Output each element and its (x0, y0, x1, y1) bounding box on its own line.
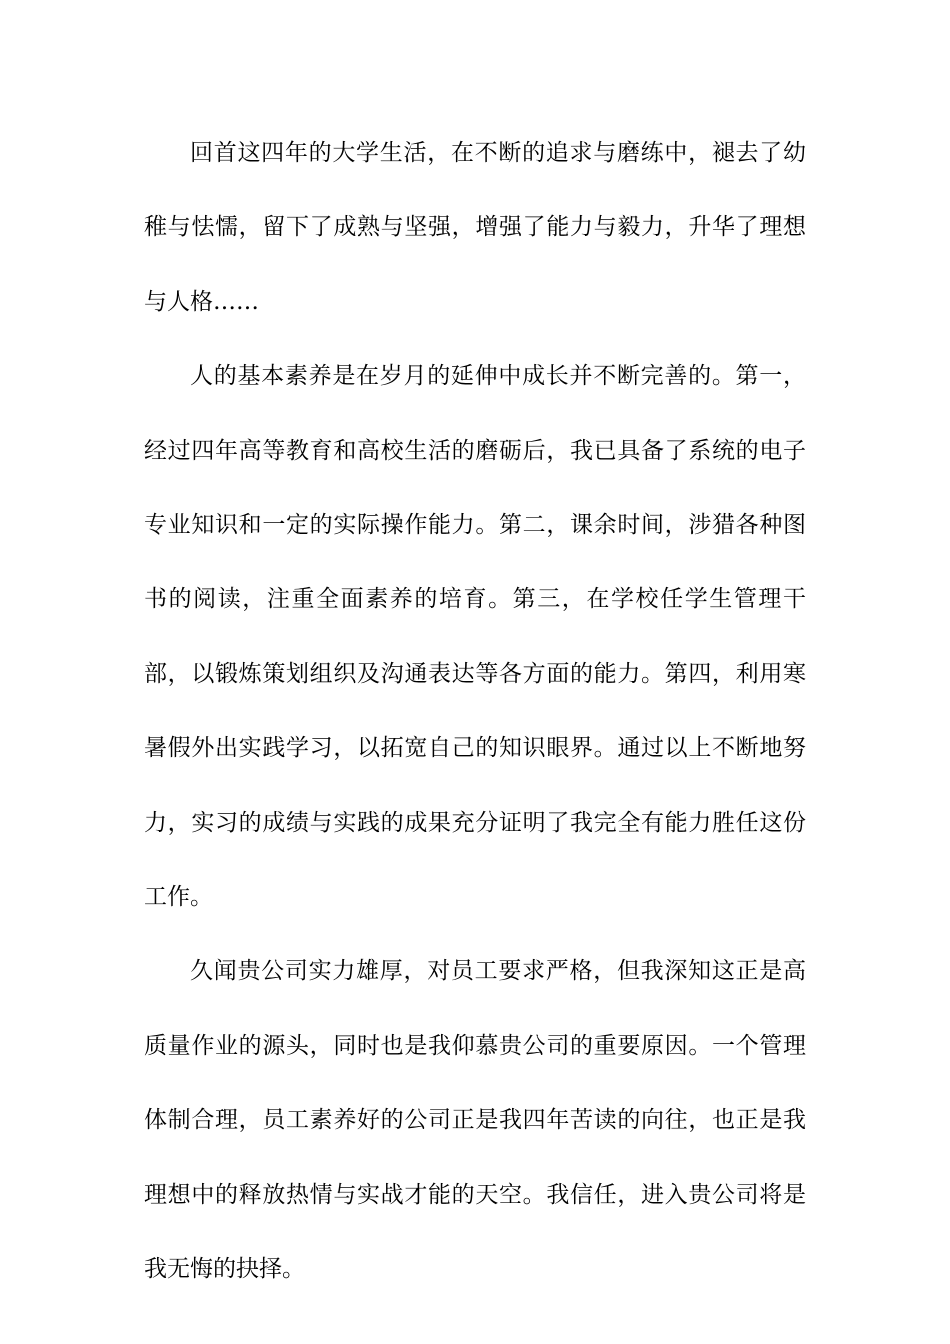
paragraph-qualifications: 人的基本素养是在岁月的延伸中成长并不断完善的。第一，经过四年高等教育和高校生活的磨砺后，我已具备了系统的电子专业知识和一定的实际操作能力。第二，课余时间，涉猎各种图书的阅读，注重全面素养的培育。第三，在学校任学生管理干部，以锻炼策划组织及沟通表达等各方面的能力。第四，利用寒暑假外出实践学习，以拓宽自己的知识眼界。通过以上不断地努力，实习的成绩与实践的成果充分证明了我完全有能力胜任这份工作。 (144, 363, 806, 911)
paragraph-company-interest: 久闻贵公司实力雄厚，对员工要求严格，但我深知这正是高质量作业的源头，同时也是我仰慕贵公司的重要原因。一个管理体制合理，员工素养好的公司正是我四年苦读的向往，也正是我理想中的释放热情与实战才能的天空。我信任，进入贵公司将是我无悔的抉择。 (144, 958, 806, 1283)
document-body (144, 116, 806, 1307)
paragraph-reflection: 回首这四年的大学生活，在不断的追求与磨练中，褪去了幼稚与怯懦，留下了成熟与坚强，增强了能力与毅力，升华了理想与人格…… (144, 140, 806, 315)
